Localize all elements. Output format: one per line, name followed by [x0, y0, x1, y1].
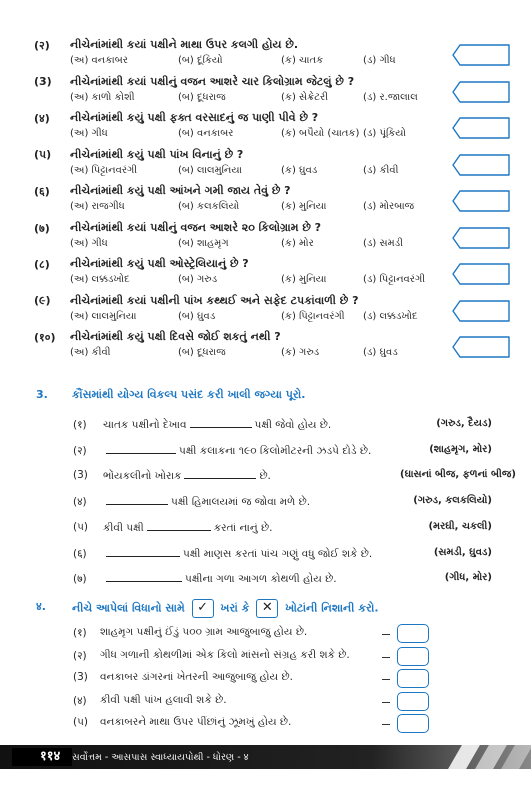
option[interactable]: (ડ) ગીધ	[363, 55, 396, 66]
question-number: (६)	[34, 185, 50, 198]
title-part-c: ખોટાંની નિશાની કરો.	[285, 601, 379, 615]
blank-line[interactable]	[106, 444, 176, 454]
question-number: (3)	[34, 74, 52, 88]
text-after: પક્ષી હિમાલયમાં જ જોવા મળે છે.	[171, 496, 311, 509]
section-title: કૌંસમાંથી યોગ્ય વિકલ્પ પસંદ કરી ખાલી જગ્યા પૂરો.	[72, 388, 306, 401]
section-number: 3.	[36, 388, 48, 401]
dash	[382, 657, 390, 658]
option[interactable]: (ડ) કીવી	[363, 164, 399, 176]
item-text	[103, 521, 272, 535]
answer-choices: (મરઘી, ચકલી)	[428, 520, 492, 532]
section-number: ४.	[36, 600, 46, 613]
item-number: (४)	[73, 496, 87, 509]
option[interactable]: (બ) દૂંકિયો	[178, 55, 223, 66]
answer-box[interactable]	[452, 336, 510, 358]
option[interactable]: (અ) ગીધ	[70, 128, 108, 139]
item-text: ગીધ ગળાની કોથળીમાં એક કિલો માંસનો સંગ્રહ કરી શકે છે.	[100, 648, 350, 661]
item-text: વનકાબર ડાંગરનાં ખેતરની આજુબાજુ હોય છે.	[100, 671, 293, 684]
answer-box[interactable]	[452, 117, 510, 139]
tf-answer-box[interactable]	[397, 714, 429, 733]
item-number: (१)	[73, 419, 87, 431]
item-text: વનકાબરને માથા ઉપર પીંછાંનું ઝૂમખું હોય છે.	[100, 716, 292, 729]
item-text	[103, 469, 271, 483]
check-icon: ✓	[192, 599, 214, 618]
page-number: ११४	[12, 748, 72, 766]
item-text: કીવી પક્ષી પાંખ હલાવી શકે છે.	[100, 693, 227, 706]
option[interactable]: (બ) ઘુવડ	[178, 310, 216, 322]
question-number: (પ)	[34, 147, 52, 161]
item-text: શાહમૃગ પક્ષીનું ઈંડું ૫૦૦ ગ્રામ આજુબાજુ હોય છે.	[100, 626, 308, 638]
option[interactable]: (બ) શાહમૃગ	[178, 237, 229, 249]
item-text	[103, 572, 337, 586]
answer-choices: (ગરુડ, કલકલિયો)	[413, 495, 492, 507]
question-text: નીચેનાંમાંથી કયું પક્ષી ફક્ત વરસાદનું જ પાણી પીવે છે ?	[70, 111, 319, 124]
text-after: પક્ષી કલાકના ૧૯૦ કિલોમીટરની ઝડપે દોડે છે.	[179, 444, 372, 457]
tf-answer-box[interactable]	[397, 624, 429, 643]
question-text: નીચેનાંમાંથી કયું પક્ષી પાંખ વિનાનું છે ?	[70, 147, 244, 161]
item-number: (२)	[73, 649, 87, 662]
text-after: પક્ષી માણસ કરતાં પાંચ ગણું વધુ જોઈ શકે છે.	[183, 547, 373, 560]
option[interactable]: (ક) બપૈયો (ચાતક)	[281, 128, 360, 139]
section-title	[72, 599, 379, 618]
option[interactable]: (અ) પિટ્ટાનવરંગી	[70, 164, 138, 176]
question-number: (७)	[34, 221, 50, 235]
question-text: નીચેનાંમાંથી કયું પક્ષી આંખને ગમી જાય તેવું છે ?	[70, 184, 291, 197]
question-text: નીચેનાંમાંથી કયાં પક્ષીનું વજન આશરે ચાર કિલોગ્રામ જેટલું છે ?	[70, 74, 355, 88]
text-before: કીવી પક્ષી	[103, 521, 144, 534]
question-text: નીચેનાંમાંથી કયાં પક્ષીને માથા ઉપર કલગી હોય છે.	[70, 38, 299, 51]
cross-icon: ✕	[256, 599, 278, 618]
option[interactable]: (ક) પિટ્ટાનવરંગી	[281, 310, 345, 322]
option[interactable]: (બ) લાલમુનિયા	[178, 164, 242, 176]
option[interactable]: (ડ) મોરબાજ	[363, 201, 415, 212]
tf-answer-box[interactable]	[397, 669, 429, 688]
option[interactable]: (અ) કાળો કોશી	[70, 91, 135, 103]
option[interactable]: (ડ) લક્કડખોદ	[363, 310, 418, 322]
item-number: (७)	[73, 573, 87, 586]
answer-box[interactable]	[452, 154, 510, 176]
item-number: (४)	[73, 694, 87, 707]
option[interactable]: (બ) દૂધરાજ	[178, 347, 226, 358]
option[interactable]: (અ) વનકાબર	[70, 55, 128, 66]
tf-answer-box[interactable]	[397, 647, 429, 666]
question-text: નીચેનાંમાંથી કયું પક્ષી દિવસે જોઈ શકતું નથી ?	[70, 330, 281, 343]
question-number: (८)	[34, 258, 50, 271]
text-after: પક્ષીના ગળા આગળ કોથળી હોય છે.	[185, 573, 337, 586]
blank-line[interactable]	[190, 418, 252, 428]
item-number: (પ)	[73, 716, 89, 729]
text-after: કરતાં નાનું છે.	[213, 521, 273, 534]
question-number: (૯)	[34, 293, 51, 307]
text-before: ચાતક પક્ષીનો દેખાવ	[103, 419, 187, 431]
option[interactable]: (બ) ગરુડ	[178, 274, 218, 285]
option[interactable]: (ડ) પૂંકિયો	[363, 128, 406, 139]
option[interactable]: (અ) લાલમુનિયા	[70, 310, 137, 322]
option[interactable]: (ડ) ર.જાલાલ	[363, 91, 418, 103]
option[interactable]: (ક) ઘુવડ	[281, 164, 318, 176]
question-number: (२)	[34, 39, 50, 52]
tf-answer-box[interactable]	[397, 692, 429, 711]
answer-box[interactable]	[452, 81, 510, 103]
question-text: નીચેનાંમાંથી કયાં પક્ષીનું વજન આશરે ૨૦ કિલોગ્રામ છે ?	[70, 220, 322, 234]
option[interactable]: (ક) મુનિયા	[281, 274, 327, 285]
text-before: ભોંયકલીનો ખોરાક	[103, 470, 182, 483]
item-number: (3)	[73, 671, 88, 684]
item-number: (२)	[73, 444, 87, 457]
option[interactable]: (ડ) ઘુવડ	[363, 347, 398, 358]
option[interactable]: (ડ) સમડી	[363, 237, 403, 249]
option[interactable]: (ક) સેક્રેટરી	[281, 91, 329, 103]
dash	[382, 634, 390, 635]
question-number: (४)	[34, 112, 50, 125]
answer-box[interactable]	[452, 300, 510, 322]
dash	[382, 679, 390, 680]
answer-choices: (ગીધ, મોર)	[444, 572, 492, 584]
text-after: છે.	[259, 470, 271, 483]
option[interactable]: (ક) ચાતક	[281, 55, 324, 66]
item-number: (પ)	[73, 520, 89, 533]
title-part-b: ખરાં કે	[220, 601, 250, 615]
option[interactable]: (ક) ગરુડ	[281, 347, 320, 358]
footer-title: સર્વોત્તમ - આસપાસ સ્વાધ્યાયપોથી - ધોરણ - ४	[72, 752, 249, 763]
option[interactable]: (અ) ગીધ	[70, 237, 108, 249]
dash	[382, 724, 390, 725]
page-footer	[0, 745, 531, 769]
question-number: (१०)	[34, 331, 56, 344]
text-after: પક્ષી જેવો હોય છે.	[254, 419, 332, 431]
answer-box[interactable]	[452, 227, 510, 249]
answer-box[interactable]	[452, 190, 510, 212]
item-text	[103, 418, 331, 432]
option[interactable]: (બ) કલકલિયો	[178, 201, 240, 212]
blank-line[interactable]	[147, 521, 211, 531]
question-text: નીચેનાંમાંથી કયાં પક્ષીની પાંખ કથ્થઈ અને સફેદ ટપકાંવાળી છે ?	[70, 293, 359, 307]
blank-line[interactable]	[184, 469, 256, 479]
option[interactable]: (ક) મુનિયા	[281, 201, 327, 212]
option[interactable]: (બ) દૂધરાજ	[178, 91, 226, 103]
answer-choices: (શાહમૃગ, મોર)	[429, 443, 492, 455]
answer-choices: (ઘાસનાં બીજ, ફળનાં બીજ)	[400, 469, 516, 481]
answer-choices: (ગરુડ, દૈયડ)	[436, 418, 492, 429]
option[interactable]: (બ) વનકાબર	[178, 128, 234, 139]
answer-box[interactable]	[452, 44, 510, 66]
option[interactable]: (ડ) પિટ્ટાનવરંગી	[363, 274, 426, 285]
answer-choices: (સમડી, ઘુવડ)	[433, 546, 492, 558]
dash	[382, 702, 390, 703]
option[interactable]: (અ) લક્કડખોદ	[70, 274, 130, 285]
blank-line[interactable]	[106, 572, 182, 582]
option[interactable]: (ક) મોર	[281, 237, 314, 249]
item-text	[103, 547, 372, 561]
title-part-a: નીચે આપેલાં વિધાનો સામે	[72, 601, 185, 615]
option[interactable]: (અ) કીવી	[70, 347, 111, 358]
blank-line[interactable]	[106, 495, 168, 505]
answer-box[interactable]	[452, 263, 510, 285]
item-number: (६)	[73, 547, 87, 560]
item-text	[103, 444, 371, 458]
question-text: નીચેનાંમાંથી કયું પક્ષી ઓસ્ટ્રેલિયાનું છે ?	[70, 257, 249, 270]
item-number: (3)	[73, 469, 88, 482]
item-text	[103, 495, 310, 509]
option[interactable]: (અ) રાજગીધ	[70, 201, 125, 212]
blank-line[interactable]	[106, 547, 180, 557]
item-number: (१)	[73, 627, 87, 639]
